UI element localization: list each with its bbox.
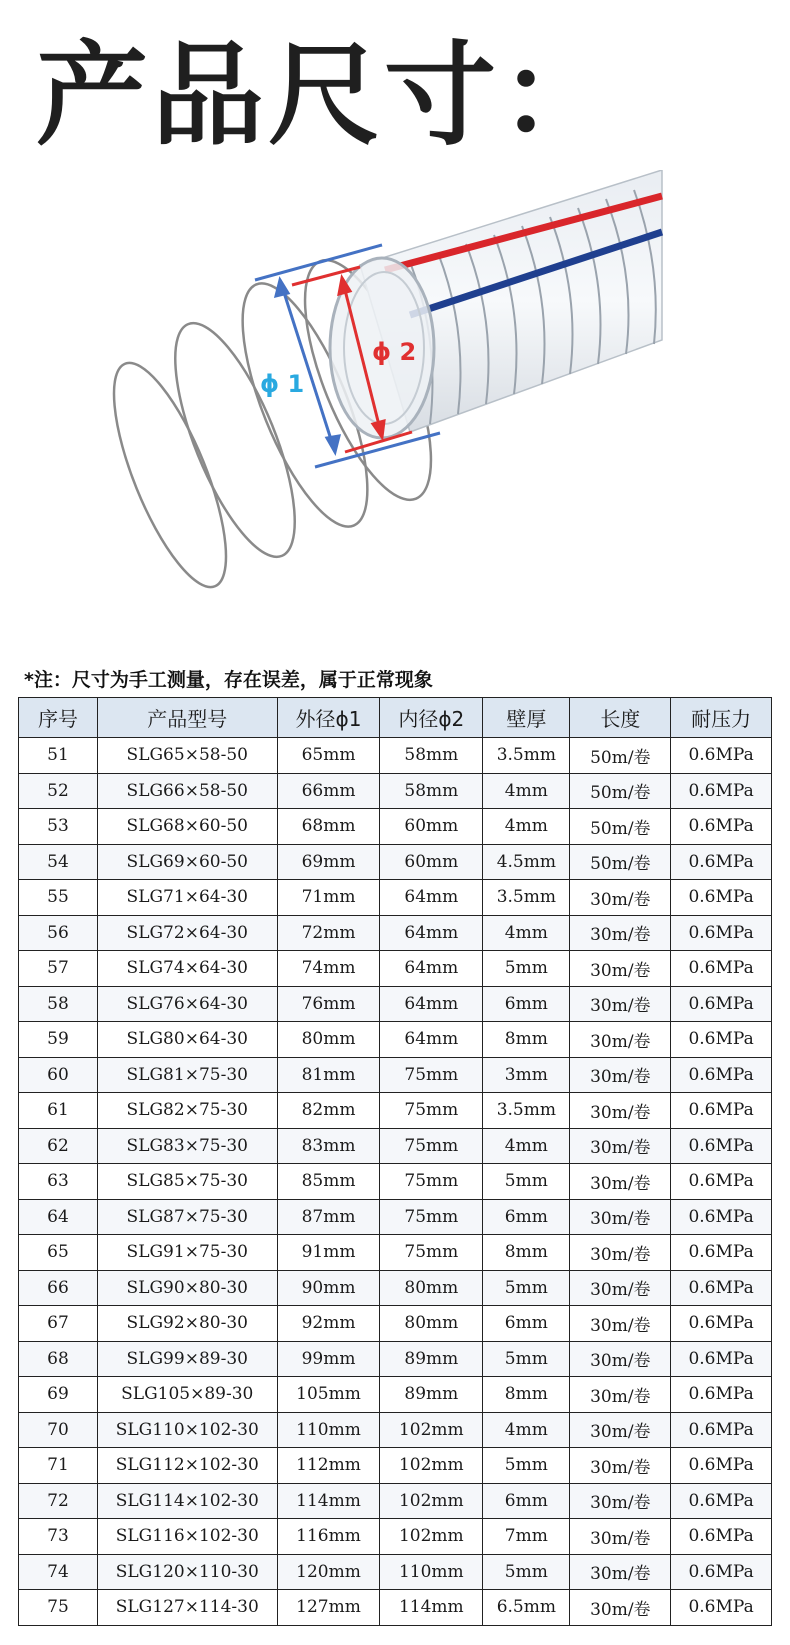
label-phi2: ϕ 2 — [372, 338, 417, 366]
table-cell: SLG120×110-30 — [97, 1554, 277, 1590]
table-cell: 0.6MPa — [671, 1448, 772, 1484]
table-cell: 7mm — [483, 1519, 570, 1555]
table-cell: 30m/卷 — [570, 1448, 671, 1484]
table-row — [19, 1448, 772, 1484]
table-cell: 59 — [19, 1022, 98, 1058]
table-cell: 102mm — [380, 1483, 483, 1519]
table-cell: SLG114×102-30 — [97, 1483, 277, 1519]
table-cell: 0.6MPa — [671, 1022, 772, 1058]
table-cell: 0.6MPa — [671, 1128, 772, 1164]
table-row — [19, 951, 772, 987]
table-cell: 4.5mm — [483, 844, 570, 880]
table-cell: 6mm — [483, 1306, 570, 1342]
table-cell: 30m/卷 — [570, 1270, 671, 1306]
table-row — [19, 1590, 772, 1626]
table-cell: 3.5mm — [483, 880, 570, 916]
table-row — [19, 1057, 772, 1093]
table-row — [19, 986, 772, 1022]
table-cell: 3.5mm — [483, 738, 570, 774]
header-cell: 长度 — [570, 698, 671, 738]
table-cell: 67 — [19, 1306, 98, 1342]
table-row — [19, 1377, 772, 1413]
table-cell: SLG76×64-30 — [97, 986, 277, 1022]
table-cell: 75mm — [380, 1128, 483, 1164]
table-cell: SLG72×64-30 — [97, 915, 277, 951]
table-cell: SLG80×64-30 — [97, 1022, 277, 1058]
table-cell: 0.6MPa — [671, 1519, 772, 1555]
table-cell: 66 — [19, 1270, 98, 1306]
table-cell: 30m/卷 — [570, 1519, 671, 1555]
table-cell: 110mm — [380, 1554, 483, 1590]
table-cell: 71 — [19, 1448, 98, 1484]
table-row — [19, 1519, 772, 1555]
table-cell: 91mm — [277, 1235, 380, 1271]
table-cell: 74mm — [277, 951, 380, 987]
table-row — [19, 809, 772, 845]
table-cell: 65 — [19, 1235, 98, 1271]
header-cell: 产品型号 — [97, 698, 277, 738]
table-row — [19, 1093, 772, 1129]
table-cell: 50m/卷 — [570, 844, 671, 880]
table-cell: 0.6MPa — [671, 880, 772, 916]
table-cell: 102mm — [380, 1412, 483, 1448]
table-cell: SLG87×75-30 — [97, 1199, 277, 1235]
table-cell: 30m/卷 — [570, 951, 671, 987]
table-cell: 87mm — [277, 1199, 380, 1235]
header-cell: 耐压力 — [671, 698, 772, 738]
table-cell: 4mm — [483, 1412, 570, 1448]
table-cell: SLG127×114-30 — [97, 1590, 277, 1626]
table-cell: 102mm — [380, 1448, 483, 1484]
header-cell: 序号 — [19, 698, 98, 738]
table-cell: 4mm — [483, 809, 570, 845]
table-cell: 65mm — [277, 738, 380, 774]
table-cell: 50m/卷 — [570, 809, 671, 845]
table-cell: 75mm — [380, 1093, 483, 1129]
table-cell: 30m/卷 — [570, 1306, 671, 1342]
table-cell: SLG105×89-30 — [97, 1377, 277, 1413]
table-row — [19, 1235, 772, 1271]
table-cell: 75mm — [380, 1057, 483, 1093]
table-cell: 68 — [19, 1341, 98, 1377]
table-cell: 71mm — [277, 880, 380, 916]
table-cell: 64mm — [380, 915, 483, 951]
table-cell: 5mm — [483, 1270, 570, 1306]
table-cell: 30m/卷 — [570, 986, 671, 1022]
table-cell: 85mm — [277, 1164, 380, 1200]
table-cell: 62 — [19, 1128, 98, 1164]
table-cell: 72 — [19, 1483, 98, 1519]
table-cell: 0.6MPa — [671, 1377, 772, 1413]
table-cell: 0.6MPa — [671, 773, 772, 809]
table-cell: 30m/卷 — [570, 1235, 671, 1271]
table-cell: SLG92×80-30 — [97, 1306, 277, 1342]
table-cell: 4mm — [483, 915, 570, 951]
table-row — [19, 773, 772, 809]
table-cell: 57 — [19, 951, 98, 987]
header-cell: 壁厚 — [483, 698, 570, 738]
table-cell: 30m/卷 — [570, 1093, 671, 1129]
table-cell: 50m/卷 — [570, 773, 671, 809]
table-row — [19, 915, 772, 951]
table-cell: 69 — [19, 1377, 98, 1413]
table-cell: 6mm — [483, 1199, 570, 1235]
table-cell: 5mm — [483, 1448, 570, 1484]
table-cell: 89mm — [380, 1377, 483, 1413]
table-cell: 60mm — [380, 844, 483, 880]
table-cell: SLG110×102-30 — [97, 1412, 277, 1448]
table-cell: 4mm — [483, 1128, 570, 1164]
table-cell: SLG68×60-50 — [97, 809, 277, 845]
table-cell: 30m/卷 — [570, 1057, 671, 1093]
table-cell: 60mm — [380, 809, 483, 845]
table-row — [19, 1483, 772, 1519]
table-cell: 8mm — [483, 1377, 570, 1413]
table-cell: 58mm — [380, 738, 483, 774]
table-cell: 58mm — [380, 773, 483, 809]
table-cell: 30m/卷 — [570, 1128, 671, 1164]
table-cell: 0.6MPa — [671, 1483, 772, 1519]
table-cell: 0.6MPa — [671, 1554, 772, 1590]
table-cell: 64mm — [380, 986, 483, 1022]
table-cell: 0.6MPa — [671, 1590, 772, 1626]
table-row — [19, 880, 772, 916]
table-row — [19, 1554, 772, 1590]
table-cell: 105mm — [277, 1377, 380, 1413]
table-cell: 0.6MPa — [671, 1199, 772, 1235]
table-cell: 61 — [19, 1093, 98, 1129]
table-cell: SLG83×75-30 — [97, 1128, 277, 1164]
table-cell: 0.6MPa — [671, 1306, 772, 1342]
table-cell: 5mm — [483, 1554, 570, 1590]
table-cell: 81mm — [277, 1057, 380, 1093]
page-title: 产品尺寸： — [36, 31, 616, 161]
table-cell: 5mm — [483, 951, 570, 987]
table-cell: 74 — [19, 1554, 98, 1590]
table-cell: 114mm — [380, 1590, 483, 1626]
table-cell: 0.6MPa — [671, 986, 772, 1022]
table-cell: 82mm — [277, 1093, 380, 1129]
table-cell: 30m/卷 — [570, 1377, 671, 1413]
table-header-row — [19, 698, 772, 738]
table-cell: SLG66×58-50 — [97, 773, 277, 809]
table-cell: 0.6MPa — [671, 1341, 772, 1377]
table-cell: 83mm — [277, 1128, 380, 1164]
table-cell: SLG116×102-30 — [97, 1519, 277, 1555]
table-cell: 80mm — [380, 1270, 483, 1306]
table-cell: 0.6MPa — [671, 951, 772, 987]
table-cell: 54 — [19, 844, 98, 880]
table-cell: 0.6MPa — [671, 1057, 772, 1093]
table-row — [19, 1199, 772, 1235]
table-cell: 6mm — [483, 1483, 570, 1519]
table-cell: SLG91×75-30 — [97, 1235, 277, 1271]
table-cell: 3.5mm — [483, 1093, 570, 1129]
table-cell: SLG65×58-50 — [97, 738, 277, 774]
table-cell: 5mm — [483, 1341, 570, 1377]
table-row — [19, 1306, 772, 1342]
table-cell: 112mm — [277, 1448, 380, 1484]
table-cell: 55 — [19, 880, 98, 916]
table-cell: 30m/卷 — [570, 1590, 671, 1626]
table-cell: 68mm — [277, 809, 380, 845]
table-cell: SLG71×64-30 — [97, 880, 277, 916]
table-row — [19, 1341, 772, 1377]
table-cell: 0.6MPa — [671, 1235, 772, 1271]
table-cell: 120mm — [277, 1554, 380, 1590]
table-cell: 92mm — [277, 1306, 380, 1342]
table-cell: 114mm — [277, 1483, 380, 1519]
table-cell: 58 — [19, 986, 98, 1022]
table-cell: 30m/卷 — [570, 880, 671, 916]
table-cell: 89mm — [380, 1341, 483, 1377]
table-row — [19, 1128, 772, 1164]
table-row — [19, 1022, 772, 1058]
table-cell: 30m/卷 — [570, 1022, 671, 1058]
table-row — [19, 1270, 772, 1306]
table-row — [19, 1164, 772, 1200]
table-cell: 60 — [19, 1057, 98, 1093]
table-row — [19, 844, 772, 880]
table-cell: 4mm — [483, 773, 570, 809]
table-cell: 110mm — [277, 1412, 380, 1448]
table-cell: 30m/卷 — [570, 1554, 671, 1590]
table-cell: 30m/卷 — [570, 1164, 671, 1200]
table-cell: 8mm — [483, 1235, 570, 1271]
table-cell: 0.6MPa — [671, 1270, 772, 1306]
label-phi1: ϕ 1 — [260, 370, 305, 398]
table-cell: 30m/卷 — [570, 1483, 671, 1519]
table-cell: 53 — [19, 809, 98, 845]
table-cell: 5mm — [483, 1164, 570, 1200]
table-cell: 64mm — [380, 951, 483, 987]
table-cell: 66mm — [277, 773, 380, 809]
table-cell: 70 — [19, 1412, 98, 1448]
table-cell: 0.6MPa — [671, 809, 772, 845]
table-cell: SLG81×75-30 — [97, 1057, 277, 1093]
spec-table — [18, 697, 772, 1626]
table-cell: 0.6MPa — [671, 1412, 772, 1448]
header-cell: 内径ϕ2 — [380, 698, 483, 738]
table-cell: 75mm — [380, 1235, 483, 1271]
table-cell: 80mm — [277, 1022, 380, 1058]
table-cell: 73 — [19, 1519, 98, 1555]
table-cell: 75mm — [380, 1199, 483, 1235]
table-cell: SLG112×102-30 — [97, 1448, 277, 1484]
table-cell: SLG82×75-30 — [97, 1093, 277, 1129]
table-cell: SLG69×60-50 — [97, 844, 277, 880]
table-cell: 51 — [19, 738, 98, 774]
table-cell: 127mm — [277, 1590, 380, 1626]
table-cell: 72mm — [277, 915, 380, 951]
table-cell: 56 — [19, 915, 98, 951]
table-row — [19, 1412, 772, 1448]
table-cell: 99mm — [277, 1341, 380, 1377]
table-cell: 6mm — [483, 986, 570, 1022]
table-cell: 63 — [19, 1164, 98, 1200]
table-row — [19, 738, 772, 774]
table-cell: 64mm — [380, 880, 483, 916]
table-cell: 116mm — [277, 1519, 380, 1555]
table-cell: 0.6MPa — [671, 1093, 772, 1129]
table-cell: 30m/卷 — [570, 1341, 671, 1377]
table-cell: SLG74×64-30 — [97, 951, 277, 987]
table-cell: 75mm — [380, 1164, 483, 1200]
table-cell: 50m/卷 — [570, 738, 671, 774]
table-cell: 90mm — [277, 1270, 380, 1306]
product-image-hose — [110, 170, 700, 650]
table-cell: 52 — [19, 773, 98, 809]
table-cell: 0.6MPa — [671, 1164, 772, 1200]
table-cell: SLG99×89-30 — [97, 1341, 277, 1377]
table-cell: 80mm — [380, 1306, 483, 1342]
table-cell: SLG85×75-30 — [97, 1164, 277, 1200]
table-cell: 64mm — [380, 1022, 483, 1058]
table-cell: 64 — [19, 1199, 98, 1235]
table-cell: 3mm — [483, 1057, 570, 1093]
table-cell: 76mm — [277, 986, 380, 1022]
table-cell: 75 — [19, 1590, 98, 1626]
table-cell: SLG90×80-30 — [97, 1270, 277, 1306]
table-cell: 30m/卷 — [570, 1199, 671, 1235]
table-cell: 6.5mm — [483, 1590, 570, 1626]
table-cell: 8mm — [483, 1022, 570, 1058]
table-cell: 0.6MPa — [671, 844, 772, 880]
measurement-note: *注：尺寸为手工测量，存在误差，属于正常现象 — [24, 669, 433, 691]
table-cell: 30m/卷 — [570, 1412, 671, 1448]
table-cell: 30m/卷 — [570, 915, 671, 951]
table-cell: 69mm — [277, 844, 380, 880]
table-cell: 102mm — [380, 1519, 483, 1555]
table-cell: 0.6MPa — [671, 915, 772, 951]
table-cell: 0.6MPa — [671, 738, 772, 774]
header-cell: 外径ϕ1 — [277, 698, 380, 738]
